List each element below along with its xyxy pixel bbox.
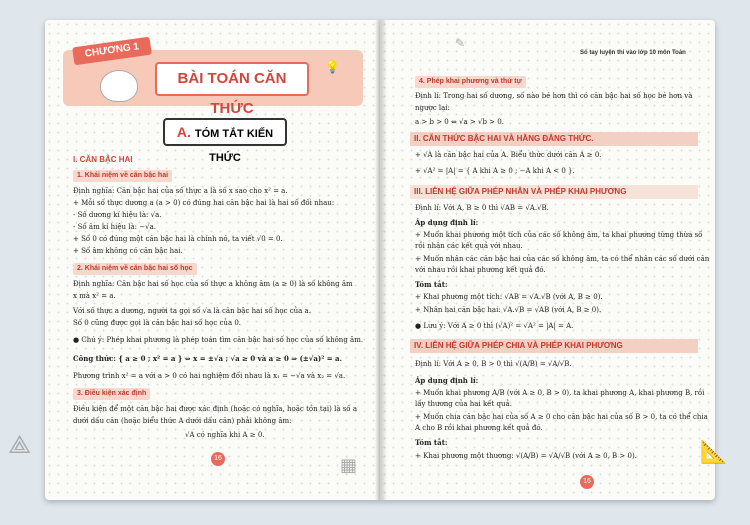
left-page [45,20,380,500]
text-line: √A có nghĩa khi A ≥ 0. [185,431,265,439]
text-line: + Muốn chia căn bậc hai của số A ≥ 0 cho căn bậc hai của số B > 0, ta có thể chia [415,413,708,421]
text-line: Định lí: Với A ≥ 0, B > 0 thì √(A/B) = √A/√B. [415,360,572,368]
text-line: Định nghĩa: Căn bậc hai của số thực a là số x sao cho x² = a. [73,187,288,195]
text-line: Áp dụng định lí: [415,376,479,385]
running-header: Sổ tay luyện thi vào lớp 10 môn Toán [580,50,686,56]
mascot-illustration [100,70,138,102]
heading-4: IV. LIÊN HỆ GIỮA PHÉP CHIA VÀ PHÉP KHAI PHƯƠNG [410,339,698,353]
text-line: - Số âm kí hiệu là: −√a. [73,223,156,231]
text-line: với nhau rồi khai phương kết quả đó. [415,266,546,274]
subheading-1: 1. Khái niệm về căn bậc hai [73,170,172,182]
book-spine [375,20,387,500]
text-line: dưới dấu căn (hoặc biểu thức A dưới dấu căn) phải không âm: [73,417,292,425]
chapter-title: BÀI TOÁN CĂN THỨC [155,62,309,96]
right-page [380,20,715,500]
subheading-3: 3. Điều kiện xác định [73,388,150,400]
text-line: Áp dụng định lí: [415,218,479,227]
text-line: Số 0 cũng được gọi là căn bậc hai số học của 0. [73,319,242,327]
section-letter: A. [176,124,191,140]
note-line: ● Chú ý: Phép khai phương là phép toán tìm căn bậc hai số học của số không âm. [73,336,364,344]
text-line: + Số 0 có đúng một căn bậc hai là chính nó, ta viết √0 = 0. [73,235,283,243]
text-line: ngược lại: [415,104,450,112]
text-line: + Muốn khai phương một tích của các số không âm, ta khai phương từng thừa số [415,231,703,239]
text-line: Với số thực a dương, người ta gọi số √a là căn bậc hai số học của a. [73,307,311,315]
heading-1: I. CĂN BẬC HAI [73,155,133,164]
heading-3: III. LIÊN HỆ GIỮA PHÉP NHÂN VÀ PHÉP KHAI PHƯƠNG [410,185,698,199]
text-line: + √A là căn bậc hai của A. Biểu thức dưới căn A ≥ 0. [415,151,602,159]
text-line: + Muốn khai phương A/B (với A ≥ 0, B > 0), ta khai phương A, khai phương B, rồi [415,389,705,397]
text-line: + √A² = |A| = { A khi A ≥ 0 ; −A khi A < 0 }. [415,167,575,175]
section-title: TÓM TẮT KIẾN THỨC [194,128,274,164]
text-line: + Muốn nhân các căn bậc hai của các số không âm, ta có thể nhân các số dưới căn [415,255,710,263]
subheading-4: 4. Phép khai phương và thứ tự [415,76,526,88]
text-line: + Số âm không có căn bậc hai. [73,247,183,255]
note-line: ● Lưu ý: Với A ≥ 0 thì (√A)² = √A² = |A| = A. [415,322,574,330]
text-line: Phương trình x² = a với a > 0 có hai nghiệm đối nhau là x₁ = −√a và x₂ = √a. [73,372,346,380]
subheading-2: 2. Khái niệm về căn bậc hai số học [73,263,197,275]
chapter-label: CHƯƠNG 1 [72,37,152,66]
heading-2: II. CĂN THỨC BẬC HAI VÀ HẰNG ĐẲNG THỨC. [410,132,698,146]
text-line: + Khai phương một tích: √AB = √A.√B (với A, B ≥ 0). [415,293,603,301]
text-line: lấy thương của hai kết quả. [415,400,512,408]
text-line: Định lí: Với A, B ≥ 0 thì √AB = √A.√B. [415,204,549,212]
text-line: Tóm tắt: [415,438,448,447]
text-line: + Nhân hai căn bậc hai: √A.√B = √AB (với A, B ≥ 0). [415,306,602,314]
text-line: rồi nhân các kết quả với nhau. [415,242,523,250]
page-number: 16 [580,475,594,489]
ruler-icon: 📐 [700,440,728,465]
section-heading [163,118,287,164]
text-line: + Khai phương một thương: √(A/B) = √A/√B (với A ≥ 0, B > 0). [415,452,637,460]
text-line: Tóm tắt: [415,280,448,289]
text-line: A cho B rồi khai phương kết quả đó. [415,424,543,432]
formula-line: Công thức: { a ≥ 0 ; x² = a } ⇔ x = ±√a ; √a ≥ 0 và a ≥ 0 ⇒ (±√a)² = a. [73,354,342,363]
pencil-icon: ✎ [455,36,466,50]
page-number: 16 [211,452,225,466]
text-line: + Mỗi số thực dương a (a > 0) có đúng hai căn bậc hai là hai số đối nhau: [73,199,335,207]
text-line: a > b > 0 ⇔ √a > √b > 0. [415,118,504,126]
text-line: x mà x² = a. [73,292,116,300]
open-book [45,20,715,510]
text-line: Định lí: Trong hai số dương, số nào bé hơn thì có căn bậc hai số học bé hơn và [415,92,693,100]
text-line: - Số dương kí hiệu là: √a. [73,211,162,219]
lightbulb-icon: 💡 [325,60,340,74]
text-line: Điều kiện để một căn bậc hai được xác định (hoặc có nghĩa, hoặc tồn tại) là số a [73,405,357,413]
text-line: Định nghĩa: Căn bậc hai số học của số thực a không âm (a ≥ 0) là số không âm [73,280,353,288]
calculator-icon: ▦ [340,455,358,476]
compass-icon: ⟁ [8,430,32,460]
